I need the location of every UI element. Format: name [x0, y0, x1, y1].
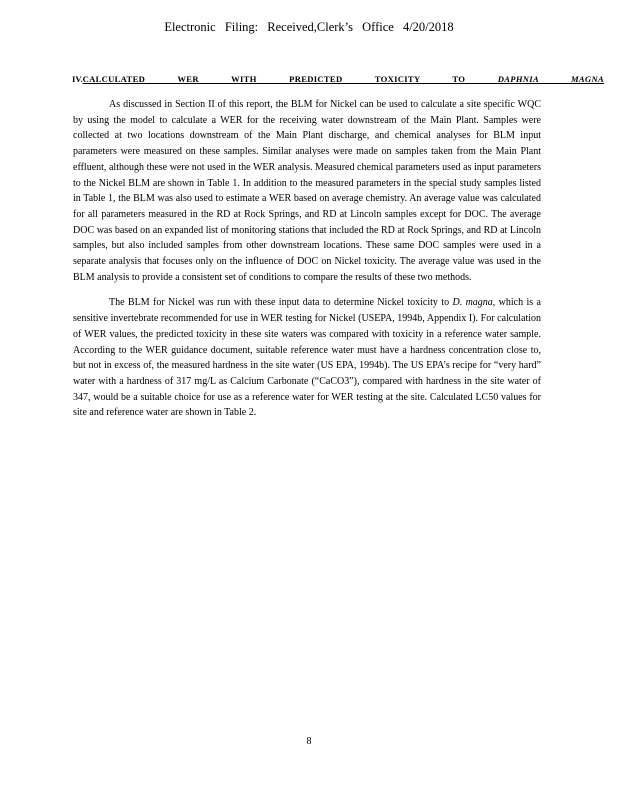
section-heading: [72, 74, 604, 84]
paragraph-2-after: , which is a sensitive invertebrate recommended for use in WER testing for Nickel (USEPA, 1994b, Appendix I). For calculation of WER values, the predicted toxicity in these site waters was compared with toxicity in a reference water sample. According to the WER guidance document, suitable reference water must have a hardness concentration close to, but not in excess of, the measured hardness in the site water (US EPA, 1994b). The US EPA’s recipe for “very hard” water with a hardness of 317 mg/L as Calcium Carbonate (“CaCO3”), compared with hardness in the site water of 347, would be a suitable choice for use as a reference water for WER testing at the site. Calculated LC50 values for site and reference water are shown in Table 2.: [73, 297, 541, 419]
paragraph-2-before: The BLM for Nickel was run with these input data to determine Nickel toxicity to: [109, 297, 453, 309]
section-title-main: CALCULATED WER WITH PREDICTED TOXICITY TO: [82, 74, 498, 84]
section-title-species: DAPHNIA MAGNA: [497, 74, 604, 84]
body-text: [73, 97, 541, 431]
paragraph-2: [73, 295, 541, 421]
filing-header: Electronic Filing: Received,Clerk’s Office 4/20/2018: [164, 20, 454, 34]
page-number: 8: [306, 736, 312, 747]
paragraph-1: As discussed in Section II of this report, the BLM for Nickel can be used to calculate a site specific WQC by using the model to calculate a WER for the receiving water downstream of the Main Plant. Samples were collected at two locations downstream of the Main Plant discharge, and chemical analyses for BLM input parameters were measured on these samples. Similar analyses were made on samples taken from the Main Plant effluent, although these were not used in the WER analysis. Measured chemical parameters used as input parameters to the Nickel BLM are shown in Table 1. In addition to the measured parameters in the special study samples listed in Table 1, the BLM was also used to estimate a WER based on average chemistry. An average value was calculated for all parameters measured in the RD at Rock Springs, and RD at Lincoln samples except for DOC. The average DOC was based on an expanded list of monitoring stations that included the RD at Rock Springs, and RD at Lincoln samples, but also included samples from other downstream locations. These same DOC samples were used in a separate analysis that focuses only on the influence of DOC on Nickel toxicity. The average value was used in the BLM analysis to provide a consistent set of conditions to compare the results of these two methods.: [73, 99, 541, 283]
paragraph-2-species: D. magna: [452, 297, 493, 309]
section-title: [83, 74, 604, 84]
section-number: IV.: [72, 74, 83, 84]
